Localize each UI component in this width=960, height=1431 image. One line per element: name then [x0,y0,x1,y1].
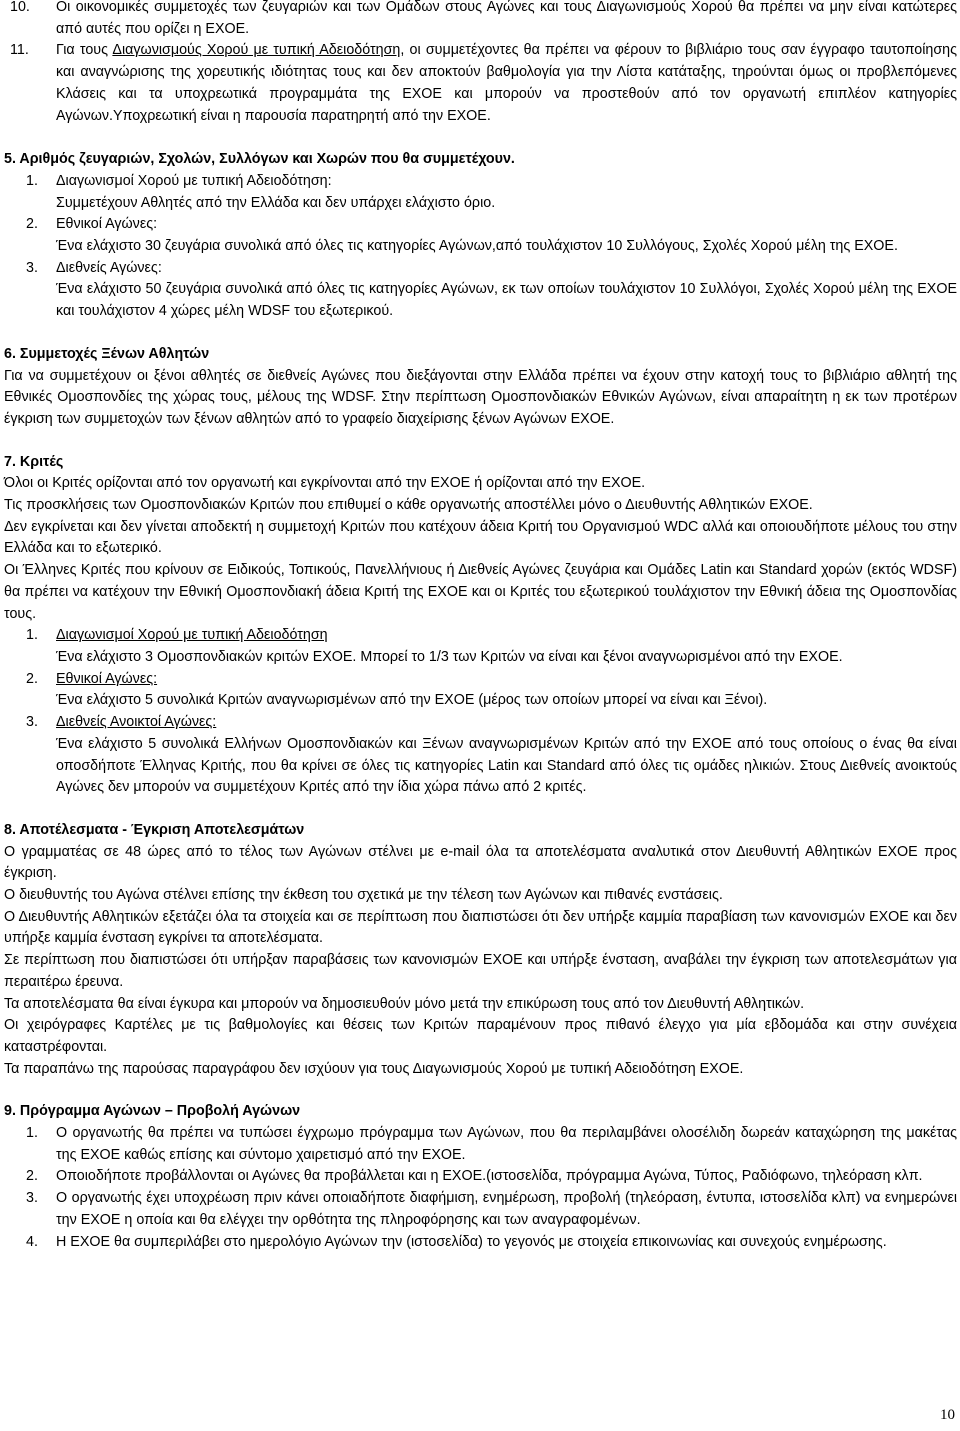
section-9-item-1 [4,1123,957,1166]
item-head: Διεθνείς Αγώνες: [56,259,162,276]
item-body: Ένα ελάχιστο 50 ζευγάρια συνολικά από όλες τις κατηγορίες Αγώνων, εκ των οποίων τουλάχιστον 10 Συλλόγοι, Σχολές Χορού μέλη της ΕΧΟΕ και τουλάχιστον 4 χώρες μέλη WDSF του εξωτερικού. [56,281,957,320]
section-5-item-2 [4,214,957,257]
section-9-item-3 [4,1188,957,1231]
item-text-pre: Για τους [56,42,113,59]
section-6-title: 6. Συμμετοχές Ξένων Αθλητών [4,345,210,362]
section-6-body: Για να συμμετέχουν οι ξένοι αθλητές σε διεθνείς Αγώνες που διεξάγονται στην Ελλάδα πρέπει να έχουν στην κατοχή τους το βιβλιάριο αθλητή της Εθνικές Ομοσπονδίες της χώρας τους, μέλους της WDSF. Στην περίπτωση Ομοσπονδιακών Εθνικών Αγώνων, είναι απαραίτητη η εκ των προτέρων έγκριση των συμμετοχών των ξένων αθλητών από το γραφείο διαχείρισης ξένων Αγώνων ΕΧΟΕ. [4,367,957,427]
section-7-paragraph: Δεν εγκρίνεται και δεν γίνεται αποδεκτή η συμμετοχή Κριτών που κατέχουν άδεια Κριτή του Οργανισμού WDC αλλά και οποιουδήποτε μέλους του στην Ελλάδα και το εξωτερικό. [4,518,957,557]
item-text-post: , οι συμμετέχοντες θα πρέπει να φέρουν το βιβλιάριο τους σαν έγγραφο ταυτοποίησης και αναγνώρισης της χορευτικής ιδιότητας τους και δεν αποκτούν βαθμολογία για την Λίστα κατάταξης, τηρούνται όμως οι προβλεπόμενες Κλάσεις και τα υποχρεωτικά προγραμμάτα της ΕΧΟΕ και μπορούν να προστεθούν από τον οργανωτή επιπλέον κατηγορίες Αγώνων.Υποχρεωτική είναι η παρουσία παρατηρητή από την ΕΧΟΕ. [56,42,957,124]
item-head: Εθνικοί Αγώνες: [56,216,158,233]
item-text: Ο οργανωτής θα πρέπει να τυπώσει έγχρωμο πρόγραμμα των Αγώνων, που θα περιλαμβάνει ολοσέλιδη δωρεάν καταχώρηση της μακέτας της ΕΧΟΕ καθώς επίσης και σύντομο χαιρετισμό από την ΕΧΟΕ. [56,1125,957,1163]
item-text: Ο οργανωτής έχει υποχρέωση πριν κάνει οποιαδήποτε διαφήμιση, ενημέρωση, προβολή (τηλεόραση, έντυπα, ιστοσελίδα κλπ) να ενημερώνει την ΕΧΟΕ η οποία και θα ελέγχει την ορθότητα της πληροφόρησης και των αναγραφομένων. [56,1190,957,1228]
section-8-paragraph: Οι χειρόγραφες Καρτέλες με τις βαθμολογίες και θέσεις των Κριτών παραμένουν προς πιθανό έλεγχο για μία εβδομάδα και στην συνέχεια καταστρέφονται. [4,1017,957,1055]
item-number: 3. [26,259,38,276]
item-number: 2. [26,1168,38,1185]
item-text-underlined: Διαγωνισμούς Χορού με τυπική Αδειοδότηση [112,42,401,59]
item-body: Ένα ελάχιστο 30 ζευγάρια συνολικά από όλες τις κατηγορίες Αγώνων,από τουλάχιστον 10 Συλλόγους, Σχολές Χορού μέλη της ΕΧΟΕ. [56,238,898,255]
section-8-paragraph: Ο γραμματέας σε 48 ώρες από το τέλος των Αγώνων στέλνει με e-mail όλα τα αποτελέσματα αναλυτικά στον Διευθυντή Αθλητικών ΕΧΟΕ προς έγκριση. [4,843,957,882]
item-number: 3. [26,1190,38,1207]
item-body: Ένα ελάχιστο 5 συνολικά Ελλήνων Ομοσπονδιακών και Ξένων αναγνωρισμένων Κριτών από την ΕΧΟΕ από τους οποίους ο ένας θα είναι οποσδήποτε Έλληνας Κριτής, που θα κρίνει σε όλες τις κατηγορίες Latin και Standard από όλες τις ομάδες ηλικιών. Στους Διεθνείς ανοικτούς Αγώνες δεν μπορούν να συμμετέχουν Κριτές από την ίδια χώρα πάνω από 2 κριτές. [56,735,957,796]
section-8-title: 8. Αποτέλεσματα - Έγκριση Αποτελεσμάτων [4,821,305,838]
item-number: 1. [26,172,38,189]
section-9-item-4 [4,1232,957,1254]
section-5-item-1 [4,171,957,214]
section-9-item-2 [4,1166,957,1188]
item-number: 11. [10,42,29,59]
section-7-paragraph: Οι Έλληνες Κριτές που κρίνουν σε Ειδικούς, Τοπικούς, Πανελλήνιους ή Διεθνείς Αγώνες ζευγάρια και Ομάδες Latin και Standard χορών (εκτός WDSF) θα πρέπει να κατέχουν την Εθνική Ομοσπονδιακή άδεια Κριτή της ΕΧΟΕ και οι Κριτές του εξωτερικού τουλάχιστον την Εθνική άδεια της Ομοσπονδίας τους. [4,562,957,622]
section-7-title: 7. Κριτές [4,453,64,470]
item-text: Οι οικονομικές συμμετοχές των ζευγαριών και των Ομάδων στους Αγώνες και τους Διαγωνισμούς Χορού θα πρέπει να μην είναι κατώτερες από αυτές που ορίζει η ΕΧΟΕ. [56,0,957,37]
section-5-title: 5. Αριθμός ζευγαριών, Σχολών, Συλλόγων και Χωρών που θα συμμετέχουν. [4,151,515,168]
item-head: Διαγωνισμοί Χορού με τυπική Αδειοδότηση [56,627,328,644]
item-number: 4. [26,1233,38,1250]
item-head: Διεθνείς Ανοικτοί Αγώνες: [56,714,217,731]
section-8-paragraph: Σε περίπτωση που διαπιστώσει ότι υπήρξαν παραβάσεις των κανονισμών ΕΧΟΕ και υπήρξε ένσταση, αναβάλει την έγκριση των αποτελεσμάτων για περαιτέρω έρευνα. [4,952,957,990]
item-number: 2. [26,670,38,687]
section-7-item-3 [4,712,957,799]
section-9-title: 9. Πρόγραμμα Αγώνων – Προβολή Αγώνων [4,1103,301,1120]
section-8-paragraph: Ο διευθυντής του Αγώνα στέλνει επίσης την έκθεση του σχετικά με την τέλεση των Αγώνων και πιθανές ενστάσεις. [4,887,723,904]
section-8-paragraph: Τα παραπάνω της παρούσας παραγράφου δεν ισχύουν για τους Διαγωνισμούς Χορού με τυπική Αδειοδότηση ΕΧΟΕ. [4,1060,744,1077]
document-page [4,0,957,1253]
section-7-item-1 [4,625,957,668]
item-text: Η ΕΧΟΕ θα συμπεριλάβει στο ημερολόγιο Αγώνων την (ιστοσελίδα) το γεγονός με στοιχεία επικοινωνίας και συνεχούς ενημέρωσης. [56,1233,887,1250]
item-number: 10. [10,0,30,15]
section-5-item-3 [4,258,957,323]
section-8-paragraph: Τα αποτελέσματα θα είναι έγκυρα και μπορούν να δημοσιευθούν μόνο μετά την επικύρωση τους από τον Διευθυντή Αθλητικών. [4,995,805,1012]
section-8-paragraph: Ο Διευθυντής Αθλητικών εξετάζει όλα τα στοιχεία και σε περίπτωση που διαπιστώσει ότι δεν υπήρξε καμμία παραβίαση των κανονισμών ΕΧΟΕ και δεν υπήρξε καμμία ένσταση εγκρίνει τα αποτελέσματα. [4,908,957,947]
page-number: 10 [940,1407,955,1423]
section-7-paragraph: Τις προσκλήσεις των Ομοσπονδιακών Κριτών που επιθυμεί ο κάθε οργανωτής αποστέλλει μόνο ο Διευθυντής Αθλητικών ΕΧΟΕ. [4,497,813,514]
item-text: Οποιοδήποτε προβάλλονται οι Αγώνες θα προβάλλεται και η ΕΧΟΕ.(ιστοσελίδα, πρόγραμμα Αγώνα, Τύπος, Ραδιόφωνο, τηλεόραση κλπ. [56,1168,923,1185]
section-7-paragraph: Όλοι οι Κριτές ορίζονται από τον οργανωτή και εγκρίνονται από την ΕΧΟΕ ή ορίζονται από την ΕΧΟΕ. [4,475,646,492]
list-item-11 [4,40,957,127]
list-item-10 [4,0,957,40]
item-number: 1. [26,1125,38,1142]
item-number: 3. [26,714,38,731]
item-body: Ένα ελάχιστο 5 συνολικά Κριτών αναγνωρισμένων από την ΕΧΟΕ (μέρος των οποίων μπορεί να είναι και Ξένοι). [56,692,768,709]
item-body: Ένα ελάχιστο 3 Ομοσπονδιακών κριτών ΕΧΟΕ. Μπορεί το 1/3 των Κριτών να είναι και ξένοι αναγνωρισμένοι από την ΕΧΟΕ. [56,648,843,665]
section-7-item-2 [4,669,957,712]
item-body: Συμμετέχουν Αθλητές από την Ελλάδα και δεν υπάρχει ελάχιστο όριο. [56,194,496,211]
item-head: Διαγωνισμοί Χορού με τυπική Αδειοδότηση: [56,172,332,189]
item-number: 1. [26,627,38,644]
item-number: 2. [26,216,38,233]
item-head: Εθνικοί Αγώνες: [56,670,158,687]
